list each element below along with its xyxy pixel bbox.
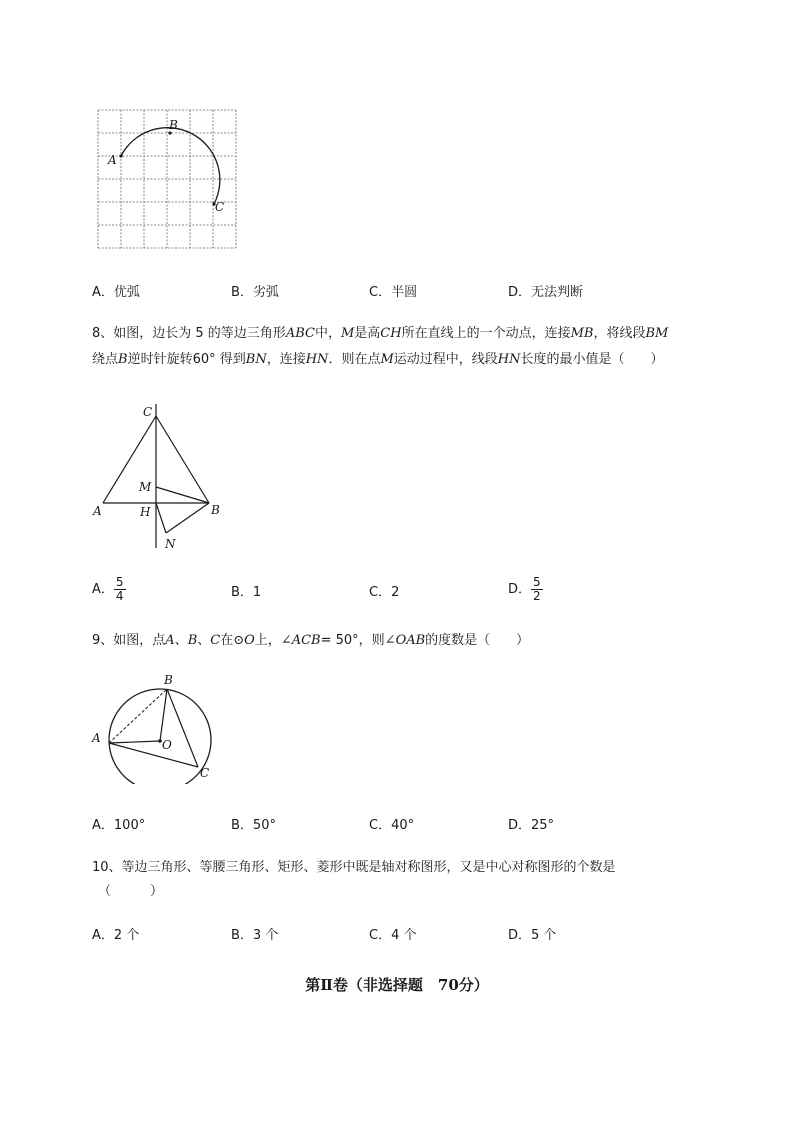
math: B <box>118 352 128 367</box>
q10-option-b[interactable] <box>231 928 278 944</box>
math: ∠OAB <box>384 633 426 648</box>
math: CH <box>380 326 402 341</box>
option-letter: B． <box>231 285 253 300</box>
math: ∠ACB <box>280 633 321 648</box>
q9-segment-ao <box>109 741 160 743</box>
q8-label-b: B <box>211 503 220 517</box>
text: 逆时针旋转60° 得到 <box>127 352 246 367</box>
option-text: 25° <box>531 818 555 833</box>
math: A <box>165 633 175 648</box>
option-text: 4 个 <box>391 928 417 943</box>
option-letter: B． <box>231 818 253 833</box>
q8-label-a: A <box>93 504 102 518</box>
q8-segment-bn <box>166 503 209 533</box>
math: ABC <box>285 326 315 341</box>
q7-grid <box>98 110 236 248</box>
q7-option-a[interactable] <box>92 285 140 301</box>
text: 绕点 <box>92 352 119 367</box>
option-text: 2 个 <box>113 928 140 943</box>
q8-segment-hn <box>156 503 166 533</box>
option-letter: A． <box>92 285 114 300</box>
math: HN <box>497 352 521 367</box>
numerator: 5 <box>533 575 541 589</box>
text: 是高 <box>354 326 381 341</box>
q9-option-a[interactable] <box>92 818 145 834</box>
math: BM <box>645 326 669 341</box>
option-text: 50° <box>252 818 276 833</box>
text: ，连接 <box>266 352 306 367</box>
q7-arc-figure <box>90 104 250 254</box>
q9-option-c[interactable] <box>369 818 414 834</box>
math: MB <box>570 326 594 341</box>
q10-option-c[interactable] <box>369 928 416 944</box>
q8-option-c[interactable] <box>369 585 399 601</box>
q9-option-b[interactable] <box>231 818 276 834</box>
option-letter: B． <box>231 585 253 600</box>
q8-option-b[interactable] <box>231 585 261 601</box>
option-text: 2 <box>391 585 400 600</box>
option-letter: D． <box>508 928 532 943</box>
option-letter: C． <box>369 928 392 943</box>
text: 在 <box>220 633 234 648</box>
option-letter: C． <box>369 818 392 833</box>
q7-option-d[interactable] <box>508 285 583 301</box>
q8-label-c: C <box>143 405 153 419</box>
q8-label-h: H <box>140 505 151 519</box>
text: 9、如图，点 <box>92 633 166 648</box>
q10-option-a[interactable] <box>92 928 139 944</box>
text: ．则在点 <box>328 352 381 367</box>
q9-label-c: C <box>200 766 210 780</box>
q9-circle <box>109 689 211 784</box>
math: B <box>187 633 198 648</box>
text: 长度的最小值是（ ） <box>520 352 664 367</box>
text: 8、如图，边长为 5 的等边三角形 <box>92 326 286 341</box>
q7-option-c[interactable] <box>369 285 417 301</box>
q8-option-a[interactable] <box>92 576 126 603</box>
option-text: 1 <box>252 585 262 600</box>
math: C <box>210 633 221 648</box>
q9-label-o: O <box>162 738 172 752</box>
math: ⊙O <box>233 633 255 648</box>
q7-arc <box>121 128 220 204</box>
fraction <box>531 576 543 603</box>
option-text: 3 个 <box>252 928 279 943</box>
q7-label-c: C <box>215 200 225 214</box>
fraction <box>114 576 126 603</box>
option-letter: B． <box>231 928 253 943</box>
q7-label-a: A <box>108 153 117 167</box>
q9-segment-ac <box>109 743 198 767</box>
option-text: 半圆 <box>391 285 418 300</box>
denominator: 4 <box>115 589 124 603</box>
text: 、 <box>174 633 188 648</box>
option-letter: A． <box>92 928 114 943</box>
text: 所在直线上的一个动点，连接 <box>401 326 571 341</box>
q9-option-d[interactable] <box>508 818 554 834</box>
section-title: 第Ⅱ卷（非选择题 70分） <box>305 976 489 994</box>
q8-label-n: N <box>165 537 176 551</box>
option-text: 劣弧 <box>252 285 279 300</box>
option-text: 100° <box>113 818 146 833</box>
q8-stem-line1 <box>92 326 668 342</box>
q9-segment-ab <box>109 689 167 743</box>
denominator: 2 <box>533 589 541 603</box>
q8-triangle-figure <box>88 398 228 556</box>
text: 的度数是（ ） <box>425 633 530 648</box>
option-text: 优弧 <box>113 285 140 300</box>
option-letter: A． <box>92 818 114 833</box>
q9-segment-ob <box>160 689 167 741</box>
q8-stem-line2 <box>92 352 664 368</box>
q9-label-a: A <box>92 731 101 745</box>
math: M <box>340 326 355 341</box>
q9-stem <box>92 633 529 649</box>
q8-label-m: M <box>139 480 152 494</box>
q10-option-d[interactable] <box>508 928 556 944</box>
option-text: 5 个 <box>531 928 557 943</box>
text: 、 <box>197 633 211 648</box>
q7-point-a <box>119 154 122 157</box>
q10-stem-line2: （ ） <box>98 884 164 899</box>
option-letter: C． <box>369 585 392 600</box>
q9-label-b: B <box>164 673 173 687</box>
option-text: 40° <box>391 818 415 833</box>
text: 中， <box>314 326 341 341</box>
text: 上， <box>254 633 281 648</box>
option-letter: C． <box>369 285 392 300</box>
option-letter: D． <box>508 818 532 833</box>
option-letter: D． <box>508 582 532 597</box>
text: ，将线段 <box>593 326 646 341</box>
math: HN <box>305 352 329 367</box>
q7-label-b: B <box>169 118 178 132</box>
numerator: 5 <box>115 575 124 589</box>
q10-stem-line1: 10、等边三角形、等腰三角形、矩形、菱形中既是轴对称图形，又是中心对称图形的个数是 <box>92 860 616 875</box>
math: M <box>380 352 394 367</box>
q9-circle-figure <box>88 668 218 784</box>
option-text: 无法判断 <box>531 285 584 300</box>
q8-option-d[interactable] <box>508 576 543 603</box>
option-letter: A． <box>92 582 114 597</box>
math: BN <box>245 352 267 367</box>
text: = 50°，则 <box>320 633 385 648</box>
text: 运动过程中，线段 <box>393 352 498 367</box>
option-letter: D． <box>508 285 532 300</box>
q7-option-b[interactable] <box>231 285 279 301</box>
